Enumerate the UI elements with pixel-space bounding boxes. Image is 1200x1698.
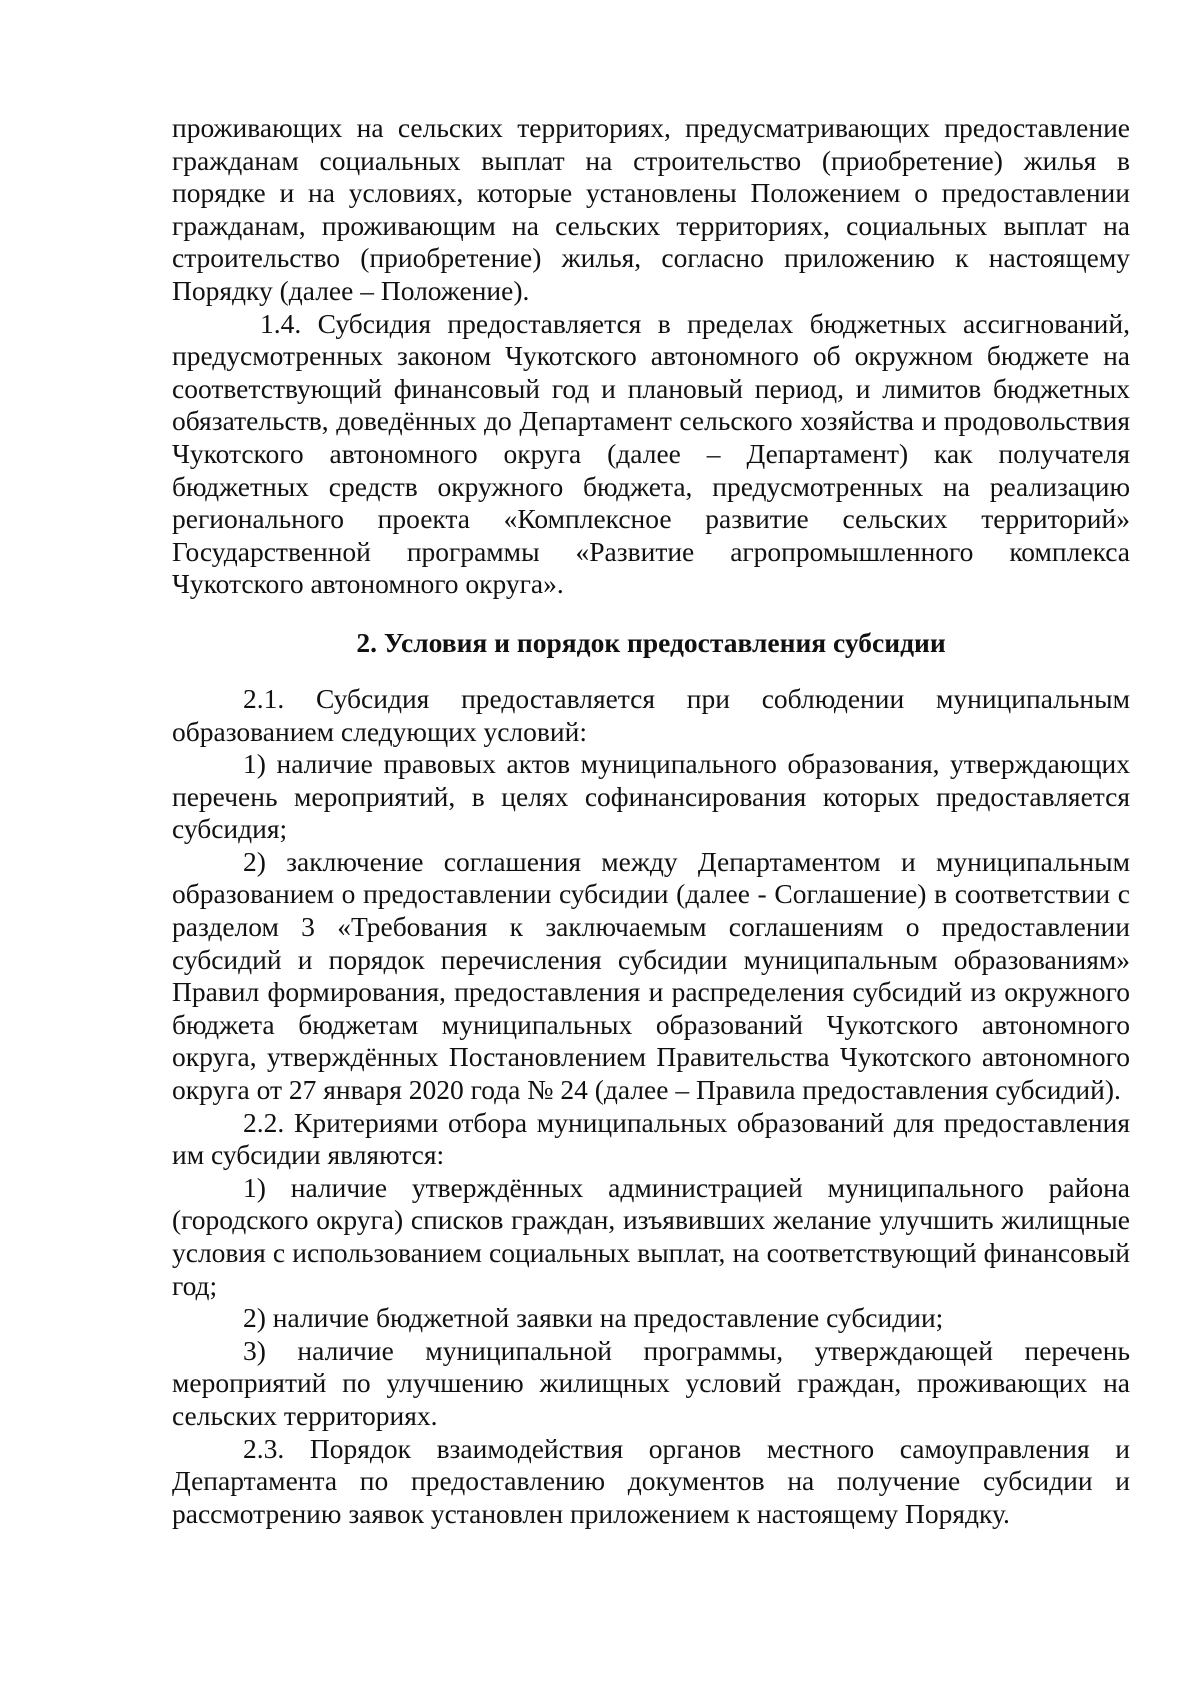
paragraph-2-1: 2.1. Субсидия предоставляется при соблюдении муниципальным образованием следующих условий:: [172, 682, 1130, 747]
paragraph-continuation: проживающих на сельских территориях, предусматривающих предоставление гражданам социальных выплат на строительство (приобретение) жилья в порядке и на условиях, которые установлены Положением о предоставлении гражданам, проживающим на сельских территориях, социальных выплат на строительство (приобретение) жилья, согласно приложению к настоящему Порядку (далее – Положение).: [172, 112, 1130, 306]
document-page: [172, 112, 1130, 1530]
paragraph-1-4: 1.4. Субсидия предоставляется в пределах бюджетных ассигнований, предусмотренных законом Чукотского автономного об окружном бюджете на соответствующий финансовый год и плановый период, и лимитов бюджетных обязательств, доведённых до Департамент сельского хозяйства и продовольствия Чукотского автономного округа (далее – Департамент) как получателя бюджетных средств окружного бюджета, предусмотренных на реализацию регионального проекта «Комплексное развитие сельских территорий» Государственной программы «Развитие агропромышленного комплекса Чукотского автономного округа».: [172, 307, 1130, 600]
paragraph-2-2-item-1: 1) наличие утверждённых администрацией муниципального района (городского округа) списков граждан, изъявивших желание улучшить жилищные условия с использованием социальных выплат, на соответствующий финансовый год;: [172, 1171, 1130, 1301]
paragraph-2-1-item-2: 2) заключение соглашения между Департаментом и муниципальным образованием о предоставлении субсидии (далее - Соглашение) в соответствии с разделом 3 «Требования к заключаемым соглашениям о предоставлении субсидий и порядок перечисления субсидии муниципальным образованиям» Правил формирования, предоставления и распределения субсидий из окружного бюджета бюджетам муниципальных образований Чукотского автономного округа, утверждённых Постановлением Правительства Чукотского автономного округа от 27 января 2020 года № 24 (далее – Правила предоставления субсидий).: [172, 845, 1130, 1106]
section-title: 2. Условия и порядок предоставления субсидии: [356, 626, 946, 658]
paragraph-2-2: 2.2. Критериями отбора муниципальных образований для предоставления им субсидии являются:: [172, 1106, 1130, 1171]
paragraph-2-2-item-2: 2) наличие бюджетной заявки на предоставление субсидии;: [243, 1302, 944, 1334]
paragraph-2-1-item-1: 1) наличие правовых актов муниципального образования, утверждающих перечень мероприятий, в целях софинансирования которых предоставляется субсидия;: [172, 748, 1130, 845]
paragraph-2-3: 2.3. Порядок взаимодействия органов местного самоуправления и Департамента по предоставлению документов на получение субсидии и рассмотрению заявок установлен приложением к настоящему Порядку.: [172, 1432, 1130, 1529]
paragraph-2-2-item-3: 3) наличие муниципальной программы, утверждающей перечень мероприятий по улучшению жилищных условий граждан, проживающих на сельских территориях.: [172, 1334, 1130, 1431]
